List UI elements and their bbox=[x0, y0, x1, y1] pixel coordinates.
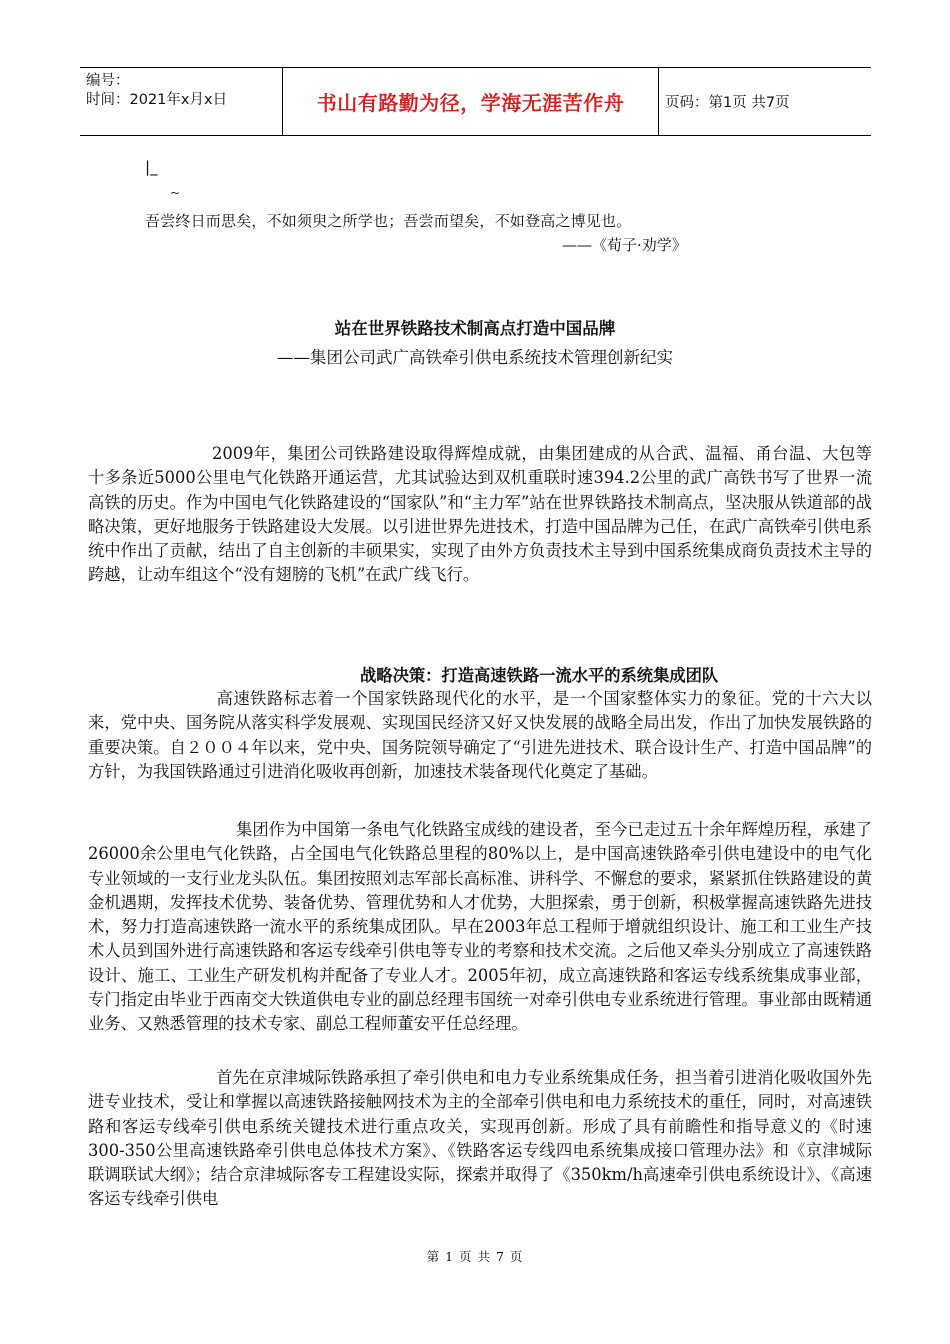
paragraph-1-text: 2009年，集团公司铁路建设取得辉煌成就，由集团建成的从合武、温福、甬台温、大包等十多条近5000公里电气化铁路开通运营，尤其试验达到双机重联时速394.2公里的武广高铁书写了世界一流高铁的历史。作为中国电气化铁路建设的“国家队”和“主力军”站在世界铁路技术制高点，坚决服从铁道部的战略决策，更好地服务于铁路建设大发展。以引进世界先进技术，打造中国品牌为己任，在武广高铁牵引供电系统中作出了贡献，结出了自主创新的丰硕果实，实现了由外方负责技术主导到中国系统集成商负责技术主导的跨越，让动车组这个“没有翅膀的飞机”在武广线飞行。 bbox=[88, 444, 872, 585]
header-meta bbox=[80, 68, 283, 135]
paragraph-4 bbox=[88, 1066, 872, 1212]
paragraph-2 bbox=[88, 687, 872, 784]
page-header bbox=[80, 67, 871, 136]
paragraph-3-text: 集团作为中国第一条电气化铁路宝成线的建设者，至今已走过五十余年辉煌历程，承建了26000余公里电气化铁路，占全国电气化铁路总里程的80%以上，是中国高速铁路牵引供电建设中的电气化专业领域的一支行业龙头队伍。集团按照刘志军部长高标准、讲科学、不懈怠的要求，紧紧抓住铁路建设的黄金机遇期，发挥技术优势、装备优势、管理优势和人才优势，大胆探索，勇于创新，积极掌握高速铁路先进技术，努力打造高速铁路一流水平的系统集成团队。早在2003年总工程师于增就组织设计、施工和工业生产技术人员到国外进行高速铁路和客运专线牵引供电等专业的考察和技术交流。之后他又牵头分别成立了高速铁路设计、施工、工业生产研发机构并配备了专业人才。2005年初，成立高速铁路和客运专线系统集成事业部，专门指定由毕业于西南交大铁道供电专业的副总经理韦国统一对牵引供电专业系统进行管理。事业部由既精通业务、又熟悉管理的技术专家、副总工程师董安平任总经理。 bbox=[88, 820, 872, 1034]
header-page-label: 页码：第1页 共7页 bbox=[665, 95, 790, 111]
article-title: 站在世界铁路技术制高点打造中国品牌 bbox=[334, 319, 616, 338]
paragraph-2-text: 高速铁路标志着一个国家铁路现代化的水平，是一个国家整体实力的象征。党的十六大以来，党中央、国务院从落实科学发展观、实现国民经济又好又快发展的战略全局出发，作出了加快发展铁路的重要决策。自２００４年以来，党中央、国务院领导确定了“引进先进技术、联合设计生产、打造中国品牌”的方针，为我国铁路通过引进消化吸收再创新，加速技术装备现代化奠定了基础。 bbox=[88, 689, 872, 781]
paragraph-3 bbox=[88, 818, 872, 1037]
page-footer: 第 1 页 共 7 页 bbox=[426, 1249, 524, 1264]
tilde-mark: ~ bbox=[170, 186, 181, 200]
paragraph-4-text: 首先在京津城际铁路承担了牵引供电和电力专业系统集成任务，担当着引进消化吸收国外先进专业技术，受让和掌握以高速铁路接触网技术为主的全部牵引供电和电力系统技术的重任，同时，对高速铁路和客运专线牵引供电系统关键技术进行重点攻关，实现再创新。形成了具有前瞻性和指导意义的《时速300-350公里高速铁路牵引供电总体技术方案》、《铁路客运专线四电系统集成接口管理办法》和《京津城际联调联试大纲》；结合京津城际客专工程建设实际，探索并取得了《350km/h高速牵引供电系统设计》、《高速客运专线牵引供电 bbox=[88, 1068, 872, 1209]
header-number-label: 编号： bbox=[86, 73, 130, 89]
article-subtitle: ——集团公司武广高铁牵引供电系统技术管理创新纪实 bbox=[277, 348, 673, 367]
quote-text: 吾尝终日而思矣，不如须臾之所学也；吾尝而望矣，不如登高之博见也。 bbox=[145, 212, 632, 230]
paragraph-1 bbox=[88, 442, 872, 588]
header-date-label: 时间：2021年x月x日 bbox=[86, 92, 228, 108]
cursor-mark: |_ bbox=[145, 158, 158, 176]
quote-source: ——《荀子·劝学》 bbox=[562, 236, 687, 254]
section-1-title: 战略决策：打造高速铁路一流水平的系统集成团队 bbox=[360, 666, 719, 685]
header-motto: 书山有路勤为径，学海无涯苦作舟 bbox=[283, 68, 659, 135]
